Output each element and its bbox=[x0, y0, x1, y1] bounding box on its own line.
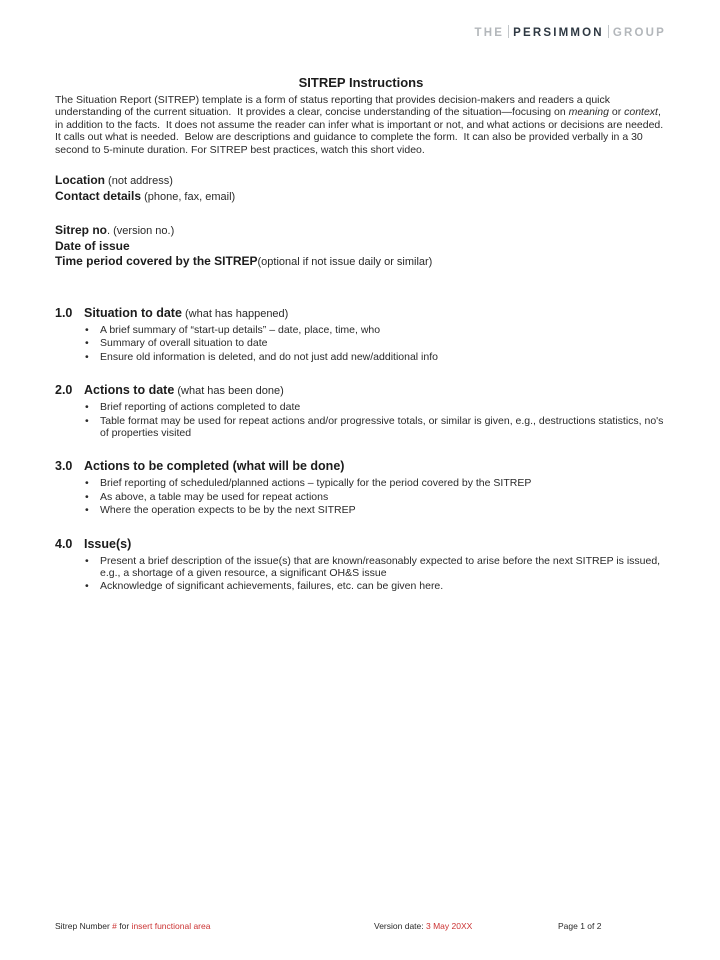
field-label: Time period covered by the SITREP bbox=[55, 254, 258, 269]
instruction-sections bbox=[55, 306, 667, 593]
section-number: 3.0 bbox=[55, 459, 73, 474]
section-heading bbox=[55, 537, 667, 553]
footer-text: Sitrep Number bbox=[55, 921, 113, 931]
section-heading-text: Situation to date bbox=[84, 306, 182, 320]
section-actions-to-be-completed bbox=[55, 459, 667, 516]
logo-divider-icon bbox=[508, 25, 509, 38]
persimmon-group-logo bbox=[474, 25, 666, 39]
bullet-item: • Summary of overall situation to date bbox=[55, 337, 667, 349]
bullet-item: • As above, a table may be used for repeat actions bbox=[55, 491, 667, 503]
bullet-item: • Brief reporting of scheduled/planned actions – typically for the period covered by the SITREP bbox=[55, 477, 667, 489]
section-heading-text: Issue(s) bbox=[84, 536, 132, 551]
logo-word-persimmon: PERSIMMON bbox=[513, 27, 604, 39]
field-note: . (version no.) bbox=[107, 225, 175, 238]
section-situation-to-date bbox=[55, 306, 667, 363]
bullet-item: • Table format may be used for repeat actions and/or progressive totals, or similar is given, e.g., destructions statistics, no's of properties visited bbox=[55, 415, 667, 440]
footer-version-value: 3 May 20XX bbox=[425, 921, 473, 931]
bullet-item: • A brief summary of “start-up details” – date, place, time, who bbox=[55, 324, 667, 336]
page-title: SITREP Instructions bbox=[298, 75, 424, 90]
intro-italic-context: context bbox=[624, 106, 658, 119]
intro-text: The Situation Report (SITREP) template is a form of status reporting that provides decision-makers and readers a quick understanding of the current situation. It provides a clear, concise understanding of the situation—focusing on bbox=[55, 94, 613, 119]
section-number: 2.0 bbox=[55, 383, 73, 398]
section-issues bbox=[55, 537, 667, 593]
bullet-item: • Acknowledge of significant achievements, failures, etc. can be given here. bbox=[55, 580, 667, 592]
logo-word-group: GROUP bbox=[612, 27, 666, 39]
section-heading bbox=[55, 306, 667, 322]
section-number: 1.0 bbox=[55, 306, 73, 320]
section-heading-note: (what has been done) bbox=[174, 385, 284, 398]
page-footer bbox=[55, 921, 667, 935]
bullet-item: • Ensure old information is deleted, and do not just add new/additional info bbox=[55, 351, 667, 363]
field-label: Location bbox=[55, 173, 105, 188]
field-label: Sitrep no bbox=[55, 223, 108, 238]
section-actions-to-date bbox=[55, 383, 667, 439]
section-heading bbox=[55, 383, 667, 399]
section-heading-text: Actions to date bbox=[84, 383, 175, 398]
section-number: 4.0 bbox=[55, 536, 73, 551]
footer-page-number: Page 1 of 2 bbox=[558, 921, 602, 931]
field-date-of-issue bbox=[55, 239, 667, 255]
section-heading bbox=[55, 459, 667, 475]
footer-functional-area-placeholder: insert functional area bbox=[131, 921, 211, 931]
footer-text: for bbox=[116, 921, 132, 931]
intro-text: or bbox=[608, 106, 625, 119]
bullet-list bbox=[55, 555, 667, 593]
field-time-period bbox=[55, 254, 667, 270]
bullet-item: • Brief reporting of actions completed to date bbox=[55, 401, 667, 413]
section-heading-text: Actions to be completed (what will be done) bbox=[84, 459, 345, 474]
field-label: Date of issue bbox=[55, 238, 130, 253]
field-sitrep-no bbox=[55, 223, 667, 239]
bullet-list bbox=[55, 477, 667, 516]
field-label: Contact details bbox=[55, 188, 142, 203]
document-body bbox=[55, 75, 670, 613]
footer-number-placeholder: # bbox=[112, 921, 117, 931]
bullet-list bbox=[55, 324, 667, 363]
section-heading-note: (what has happened) bbox=[181, 308, 289, 320]
intro-italic-meaning: meaning bbox=[568, 106, 609, 119]
field-note: (optional if not issue daily or similar) bbox=[257, 256, 433, 269]
bullet-item: • Where the operation expects to be by the next SITREP bbox=[55, 504, 667, 516]
intro-text: , in addition to the facts. It does not assume the reader can infer what is important or not, and what actions or decisions are needed. It calls out what is needed. Below are descriptions and guidance to complete the form. It can also be provided verbally in a 30 second to 5-minute duration. For SITREP best practices, watch this short video. bbox=[55, 106, 670, 156]
field-location bbox=[55, 173, 667, 189]
intro-paragraph bbox=[55, 94, 670, 156]
bullet-item: • Present a brief description of the issue(s) that are known/reasonably expected to arise before the next SITREP is issued, e.g., a shortage of a given resource, a significant OH&S issue bbox=[55, 555, 667, 580]
field-note: (phone, fax, email) bbox=[141, 190, 236, 203]
footer-sitrep-number bbox=[55, 921, 210, 931]
field-group-sitrep-meta bbox=[55, 223, 667, 270]
field-contact-details bbox=[55, 189, 667, 205]
footer-text: Version date: bbox=[374, 921, 426, 931]
logo-divider-icon bbox=[608, 25, 609, 38]
field-group-contact bbox=[55, 173, 667, 204]
footer-version-date bbox=[374, 921, 472, 931]
bullet-list bbox=[55, 401, 667, 439]
logo-word-the: THE bbox=[474, 27, 505, 39]
field-note: (not address) bbox=[105, 175, 173, 188]
